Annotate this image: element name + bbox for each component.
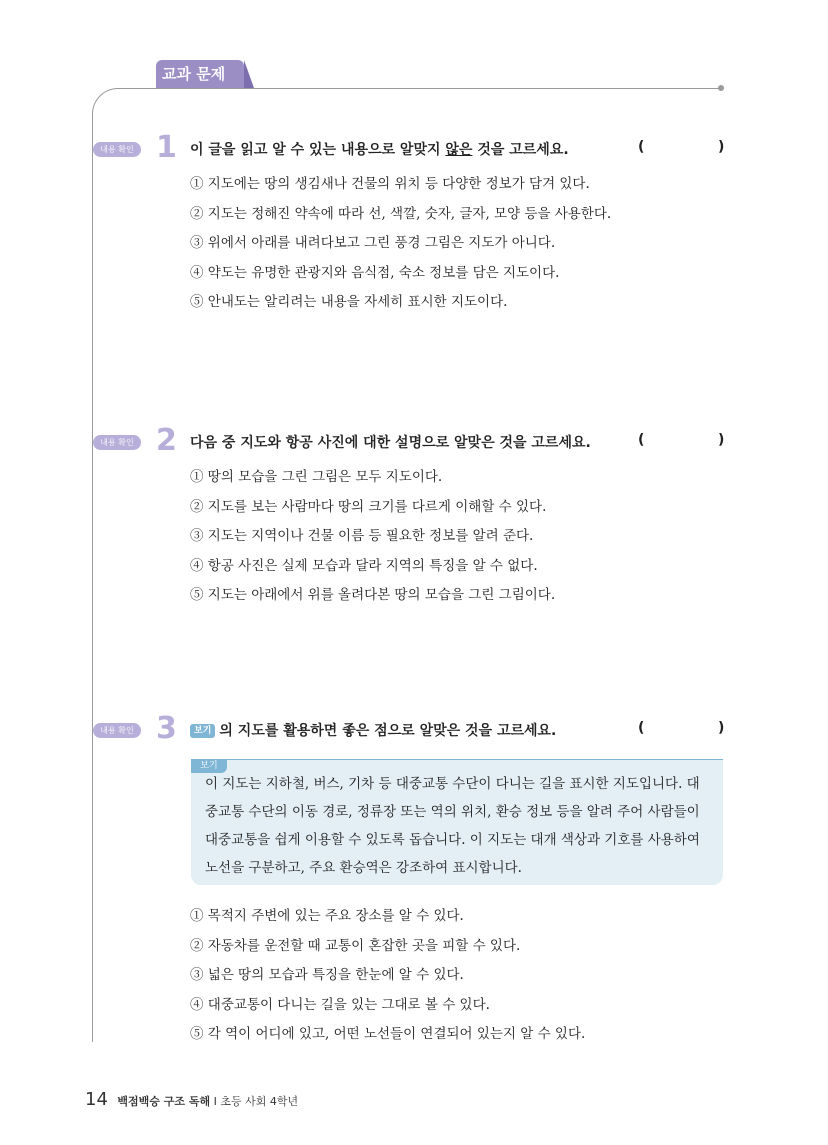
choice-item[interactable]: ④ 약도는 유명한 관광지와 음식점, 숙소 정보를 담은 지도이다. <box>190 264 560 281</box>
answer-paren-close: ) <box>718 432 725 448</box>
content-check-badge: 내용 확인 <box>93 435 141 450</box>
choice-item[interactable]: ⑤ 안내도는 알리려는 내용을 자세히 표시한 지도이다. <box>190 294 508 310</box>
bogi-line: 중교통 수단의 이동 경로, 정류장 또는 역의 위치, 환승 정보 등을 알려 주어 사람들이 <box>205 804 700 820</box>
footer-separator: I <box>213 1095 217 1108</box>
answer-paren-close: ) <box>718 139 725 155</box>
section-title-tab: 교과 문제 <box>156 60 244 88</box>
content-check-badge: 내용 확인 <box>93 142 141 157</box>
prompt-underlined-word: 않은 <box>445 142 473 158</box>
question-number: 2 <box>156 423 177 458</box>
content-check-badge: 내용 확인 <box>93 723 141 738</box>
choice-item[interactable]: ② 지도는 정해진 약속에 따라 선, 색깔, 숫자, 글자, 모양 등을 사용한다. <box>190 205 612 222</box>
choice-item[interactable]: ① 목적지 주변에 있는 주요 장소를 알 수 있다. <box>190 908 464 924</box>
question-number: 1 <box>156 130 177 165</box>
frame-corner <box>92 88 119 115</box>
bogi-box <box>191 759 723 885</box>
question-prompt <box>190 720 556 740</box>
bogi-line: 노선을 구분하고, 주요 환승역은 강조하여 표시합니다. <box>205 860 522 876</box>
frame-left-rule <box>92 112 93 1042</box>
choice-item[interactable]: ③ 지도는 지역이나 건물 이름 등 필요한 정보를 알려 준다. <box>190 528 534 544</box>
choice-item[interactable]: ⑤ 각 역이 어디에 있고, 어떤 노선들이 연결되어 있는지 알 수 있다. <box>190 1026 586 1042</box>
frame-top-rule <box>116 88 722 89</box>
answer-paren-open: ( <box>638 139 645 155</box>
book-title: 백점백승 구조 독해 <box>117 1095 211 1108</box>
choice-item[interactable]: ⑤ 지도는 아래에서 위를 올려다본 땅의 모습을 그린 그림이다. <box>190 587 556 603</box>
choice-item[interactable]: ④ 대중교통이 다니는 길을 있는 그대로 볼 수 있다. <box>190 996 490 1013</box>
choice-list <box>190 174 611 322</box>
choice-item[interactable]: ② 지도를 보는 사람마다 땅의 크기를 다르게 이해할 수 있다. <box>190 498 547 515</box>
prompt-text-after: 것을 고르세요. <box>472 142 569 158</box>
page-footer <box>85 1089 298 1110</box>
question-prompt: 다음 중 지도와 항공 사진에 대한 설명으로 알맞은 것을 고르세요. <box>190 435 591 451</box>
choice-item[interactable]: ③ 위에서 아래를 내려다보고 그린 풍경 그림은 지도가 아니다. <box>190 235 556 251</box>
prompt-text-before: 이 글을 읽고 알 수 있는 내용으로 알맞지 <box>190 142 446 158</box>
choice-list <box>190 467 555 615</box>
answer-paren-close: ) <box>718 720 725 736</box>
frame-rule-end-dot <box>718 85 724 91</box>
choice-list <box>190 906 585 1054</box>
question-prompt <box>190 139 569 159</box>
page-number: 14 <box>85 1089 108 1110</box>
choice-item[interactable]: ④ 항공 사진은 실제 모습과 달라 지역의 특징을 알 수 없다. <box>190 557 538 574</box>
answer-paren-open: ( <box>638 432 645 448</box>
bogi-line: 대중교통을 쉽게 이용할 수 있도록 돕습니다. 이 지도는 대개 색상과 기호를 사용하여 <box>205 832 700 848</box>
question-number: 3 <box>156 711 177 746</box>
choice-item[interactable]: ② 자동차를 운전할 때 교통이 혼잡한 곳을 피할 수 있다. <box>190 937 521 954</box>
grade-label: 초등 사회 4학년 <box>220 1095 299 1108</box>
answer-paren-open: ( <box>638 720 645 736</box>
choice-item[interactable]: ① 지도에는 땅의 생김새나 건물의 위치 등 다양한 정보가 담겨 있다. <box>190 176 590 192</box>
bogi-inline-tag: 보기 <box>190 724 215 738</box>
prompt-text: 의 지도를 활용하면 좋은 점으로 알맞은 것을 고르세요. <box>219 723 557 739</box>
bogi-line: 이 지도는 지하철, 버스, 기차 등 대중교통 수단이 다니는 길을 표시한 지도입니다. 대 <box>205 776 700 792</box>
bogi-box-label: 보기 <box>191 759 227 773</box>
choice-item[interactable]: ① 땅의 모습을 그린 그림은 모두 지도이다. <box>190 469 443 485</box>
choice-item[interactable]: ③ 넓은 땅의 모습과 특징을 한눈에 알 수 있다. <box>190 967 464 983</box>
bogi-passage <box>205 774 700 886</box>
